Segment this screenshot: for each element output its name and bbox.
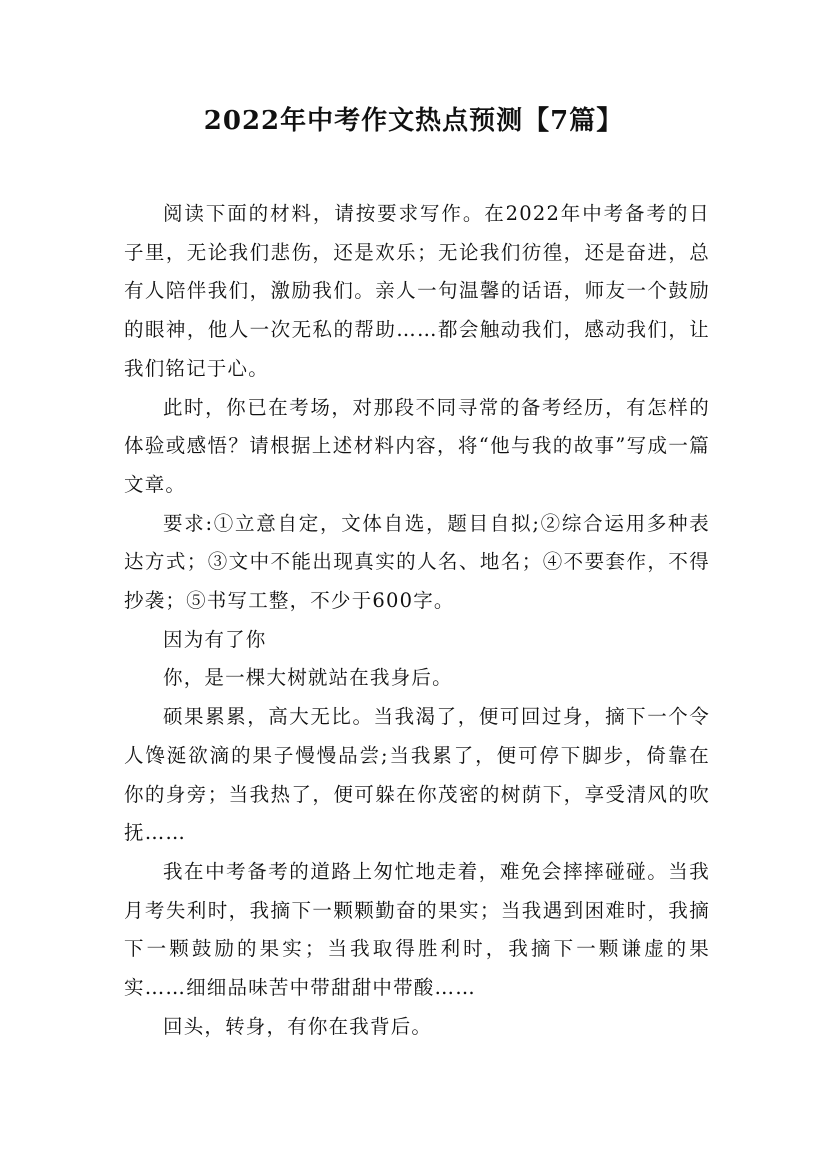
paragraph-requirements: 要求:①立意自定，文体自选，题目自拟;②综合运用多种表达方式；③文中不能出现真实的人名、地名；④不要套作，不得抄袭；⑤书写工整，不少于600字。	[124, 511, 710, 613]
document-body	[124, 195, 710, 1046]
paragraph-prompt: 此时，你已在考场，对那段不同寻常的备考经历，有怎样的体验或感悟？请根据上述材料内容，将“他与我的故事”写成一篇文章。	[124, 395, 710, 496]
paragraph-material: 阅读下面的材料，请按要求写作。在2022年中考备考的日子里，无论我们悲伤，还是欢乐；无论我们彷徨，还是奋进，总有人陪伴我们，激励我们。亲人一句温馨的话语，师友一个鼓励的眼神，他人一次无私的帮助……都会触动我们，感动我们，让我们铭记于心。	[124, 202, 710, 380]
essay-paragraph: 我在中考备考的道路上匆忙地走着，难免会摔摔碰碰。当我月考失利时，我摘下一颗颗勤奋的果实；当我遇到困难时，我摘下一颗鼓励的果实；当我取得胜利时，我摘下一颗谦虚的果实……细细品味苦中带甜甜中带酸……	[124, 859, 710, 1000]
essay-paragraph: 回头，转身，有你在我背后。	[163, 1014, 433, 1038]
essay-paragraph: 硕果累累，高大无比。当我渴了，便可回过身，摘下一个令人馋涎欲滴的果子慢慢品尝;当我累了，便可停下脚步，倚靠在你的身旁；当我热了，便可躲在你茂密的树荫下，享受清风的吹抚……	[124, 705, 710, 845]
document-title: 2022年中考作文热点预测【7篇】	[203, 106, 624, 136]
essay-title: 因为有了你	[163, 627, 267, 651]
essay-paragraph: 你，是一棵大树就站在我身后。	[163, 666, 453, 690]
